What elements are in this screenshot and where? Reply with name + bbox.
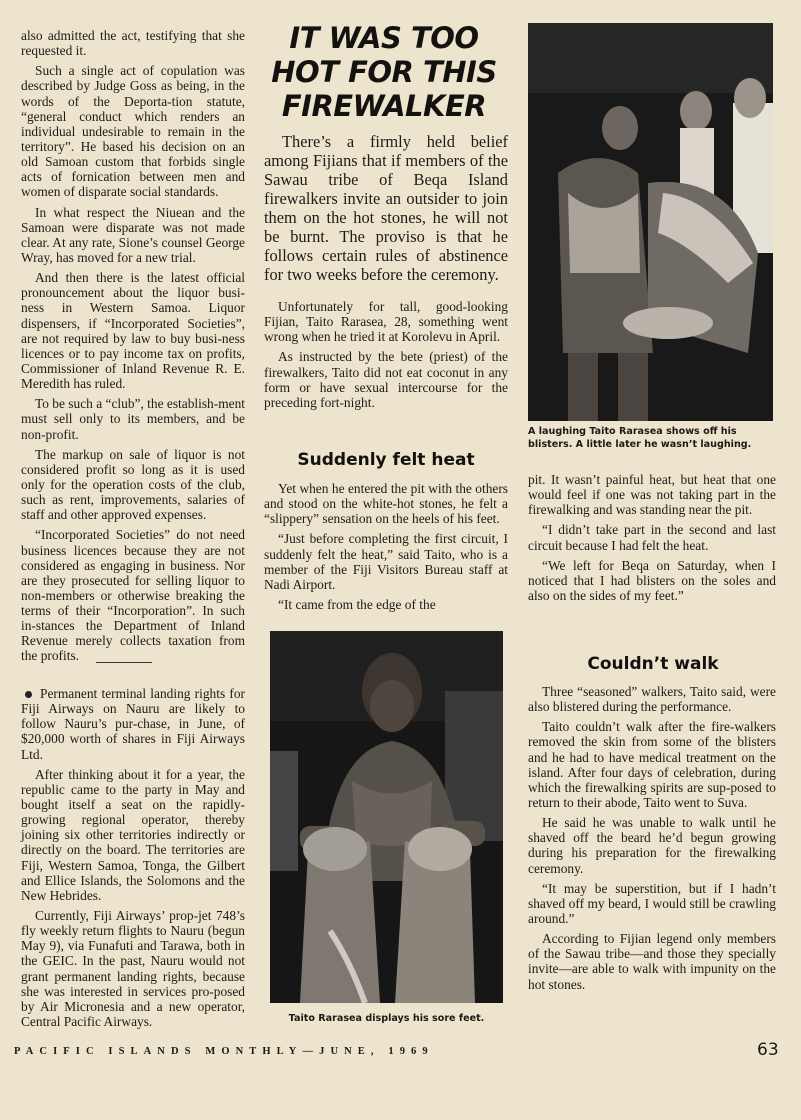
article-paragraph: He said he was unable to walk until he shaved off the beard he’d begun growing during his preparation for the firewalking ceremony. — [528, 815, 776, 876]
subheading-couldnt-walk: Couldn’t walk — [587, 654, 719, 674]
section-divider — [96, 662, 152, 663]
photo-sore-feet — [270, 631, 503, 1003]
caption-sore-feet: Taito Rarasea displays his sore feet. — [288, 1013, 485, 1024]
article-lede — [264, 132, 508, 284]
article-paragraph: “I didn’t take part in the second and last circuit because I had felt the heat. — [528, 522, 776, 553]
left-column-article — [21, 28, 245, 669]
article-paragraph: According to Fijian legend only members of the Sawau tribe—and those they specially invite—are able to walk with impunity on the hot stones. — [528, 931, 776, 992]
article-column-right-continued — [528, 684, 776, 997]
left-paragraph: also admitted the act, testifying that she requested it. — [21, 28, 245, 59]
item-paragraph: After thinking about it for a year, the republic came to the party in May and bought itself a seat on the rapidly-growing regional operator, thereby joining six other territories indirectly or directly on the board. The territories are Fiji, Western Samoa, Tonga, the Gilbert and Ellice Islands, the Solomons and the New Hebrides. — [21, 766, 245, 903]
left-paragraph: The markup on sale of liquor is not considered profit so long as it is used only for the operation costs of the club, such as rent, improvements, salaries of staff and other approved expenses. — [21, 446, 245, 523]
article-column-center-continued — [264, 481, 508, 617]
left-paragraph: In what respect the Niuean and the Samoan were disparate was not made clear. At any rate, Sione’s counsel George Wray, has moved for a new trial. — [21, 204, 245, 265]
article-paragraph: pit. It wasn’t painful heat, but heat that one would feel if one was not taking part in the firewalking and was standing near the pit. — [528, 472, 776, 518]
article-headline: IT WAS TOO HOT FOR THIS FIREWALKER — [271, 21, 497, 123]
bullet-icon — [25, 691, 32, 698]
article-column-center — [264, 299, 508, 415]
article-paragraph: “It came from the edge of the — [278, 596, 436, 612]
left-paragraph: To be such a “club”, the establish-ment must sell only to its members, and be non-profit. — [21, 396, 245, 442]
left-paragraph: Such a single act of copulation was described by Judge Goss as being, in the words of the Deporta-tion statute, “general conduct which renders an individual undesirable to remain in the territory”. He based his decision on an old Samoan custom that forbids single acts of fornication between men and women of disparate social standards. — [21, 63, 245, 200]
photo-laughing-taito-image — [528, 23, 773, 421]
article-paragraph: Three “seasoned” walkers, Taito said, were also blistered during the performance. — [528, 684, 776, 715]
fiji-airways-item — [21, 686, 245, 1034]
page-number: 63 — [757, 1040, 779, 1060]
left-paragraph: “Incorporated Societies” do not need business licences because they are not considered as engaging in business. Nor are they prosecuted for selling liquor to non-members or otherwise breaking the terms of their “Incorporation”. In such in-stances the Department of Inland Revenue merely collects taxation from the profits. — [21, 527, 245, 664]
article-paragraph: Unfortunately for tall, good-looking Fijian, Taito Rarasea, 28, something went wrong when he tried it at Korolevu in April. — [264, 299, 508, 345]
subheading-suddenly-felt-heat: Suddenly felt heat — [297, 450, 475, 470]
item-paragraph: Currently, Fiji Airways’ prop-jet 748’s fly weekly return flights to Nauru (begun May 9), via Funafuti and Tarawa, both in the GEIC. In the past, Nauru would not grant permanent landing rights, because she was interested in services pro-posed by Air Micronesia and a new operator, Central Pacific Airways. — [21, 907, 245, 1029]
article-paragraph: “Just before completing the first circuit, I suddenly felt the heat,” said Taito, who is a member of the Fiji Visitors Bureau staff at Nadi Airport. — [264, 531, 508, 592]
item-paragraph: Permanent terminal landing rights for Fiji Airways on Nauru are likely to follow Nauru’s pur-chase, in June, of $20,000 worth of shares in Fiji Airways Ltd. — [21, 686, 245, 762]
publication-footer: PACIFIC ISLANDS MONTHLY—JUNE, 1969 — [14, 1046, 434, 1057]
article-paragraph: “We left for Beqa on Saturday, when I noticed that I had blisters on the soles and also on the sides of my feet.” — [528, 557, 776, 603]
article-paragraph: As instructed by the bete (priest) of the firewalkers, Taito did not eat coconut in any form or have sexual intercourse for the preceding fort-night. — [264, 349, 508, 410]
article-paragraph: Taito couldn’t walk after the fire-walkers removed the skin from some of the blisters and he had to have medical treatment on the island. After four days of celebration, during which the firewalking spirits are sup-posed to return to their abode, Taito went to Suva. — [528, 719, 776, 810]
photo-sore-feet-image — [270, 631, 503, 1003]
left-paragraph: And then there is the latest official pronouncement about the liquor busi-ness in Western Samoa. Liquor dispensers, if “Incorporated Societies”, are not required by law to buy busi-ness licences or to pay income tax on profits, Commissioner of Inland Revenue R. E. Meredith has ruled. — [21, 270, 245, 392]
page-footer — [0, 1040, 801, 1065]
lede-paragraph: There’s a firmly held belief among Fijians that if members of the Sawau tribe of Beqa Island firewalkers invite an outsider to join them on the hot stones, he will not be burnt. The proviso is that he follows certain rules of abstinence for two weeks before the ceremony. — [264, 132, 508, 285]
photo-laughing-taito — [528, 23, 773, 421]
article-paragraph: “It may be superstition, but if I hadn’t shaved off my beard, I would still be crawling around.” — [528, 880, 776, 926]
caption-laughing-taito: A laughing Taito Rarasea shows off his blisters. A little later he wasn’t laughing. — [528, 426, 752, 450]
article-column-right — [528, 472, 776, 608]
article-paragraph: Yet when he entered the pit with the others and stood on the white-hot stones, he felt a “slippery” sensation on the heels of his feet. — [264, 481, 508, 527]
